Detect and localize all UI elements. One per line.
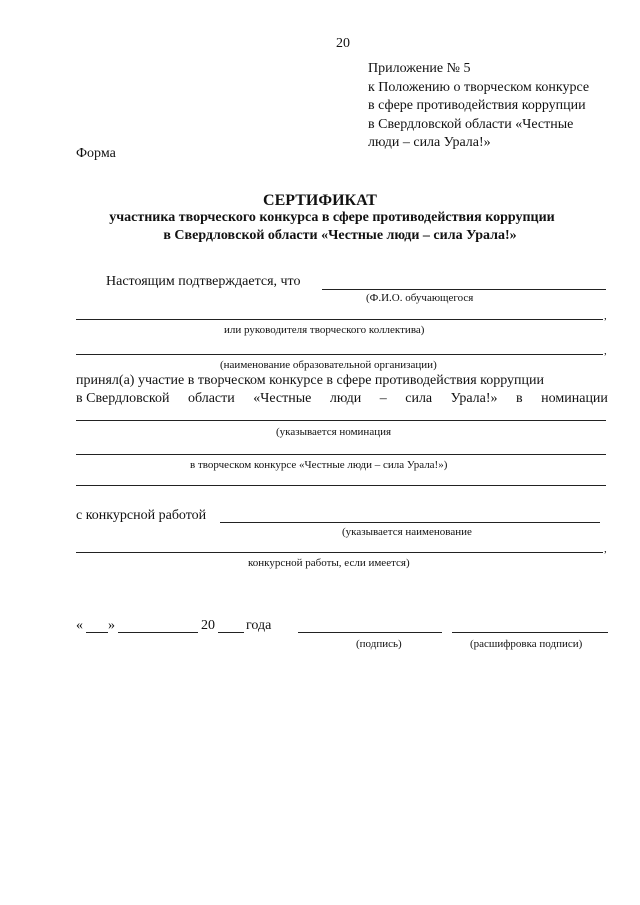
form-label: Форма bbox=[76, 146, 116, 161]
appendix-block bbox=[368, 60, 589, 153]
page-number: 20 bbox=[336, 36, 350, 51]
took-part-line-2 bbox=[76, 391, 608, 407]
organization-line[interactable] bbox=[76, 354, 603, 355]
hint-fio: (Ф.И.О. обучающегося bbox=[366, 292, 474, 304]
work-label: с конкурсной работой bbox=[76, 508, 207, 523]
work-line[interactable] bbox=[220, 522, 600, 523]
certificate-subtitle-2: в Свердловской области «Честные люди – сила Урала!» bbox=[163, 228, 517, 243]
appendix-line: Приложение № 5 bbox=[368, 61, 471, 76]
day-line[interactable] bbox=[86, 632, 108, 633]
appendix-line: люди – сила Урала!» bbox=[368, 135, 491, 150]
took-part-word: «Честные bbox=[253, 391, 312, 406]
took-part-word: люди bbox=[329, 391, 362, 406]
nomination-line[interactable] bbox=[76, 420, 606, 421]
quote-open: « bbox=[76, 618, 83, 633]
contest-line[interactable] bbox=[76, 454, 606, 455]
comma: , bbox=[604, 345, 607, 357]
hint-organization: (наименование образовательной организации) bbox=[220, 359, 437, 371]
quote-close: » bbox=[108, 618, 115, 633]
certificate-title: СЕРТИФИКАТ bbox=[263, 192, 377, 209]
confirm-text: Настоящим подтверждается, что bbox=[106, 274, 301, 289]
hint-nomination: (указывается номинация bbox=[276, 426, 392, 438]
took-part-word: сила bbox=[405, 391, 433, 406]
year-prefix: 20 bbox=[201, 618, 215, 633]
signature-line[interactable] bbox=[298, 632, 442, 633]
hint-contest: в творческом конкурсе «Честные люди – сила Урала!») bbox=[190, 459, 448, 471]
took-part-word: – bbox=[379, 391, 387, 406]
hint-signature: (подпись) bbox=[356, 638, 402, 650]
leader-line[interactable] bbox=[76, 319, 603, 320]
year-line[interactable] bbox=[218, 632, 244, 633]
certificate-subtitle-1: участника творческого конкурса в сфере противодействия коррупции bbox=[109, 210, 555, 225]
hint-work-2: конкурсной работы, если имеется) bbox=[248, 557, 410, 569]
appendix-line: в сфере противодействия коррупции bbox=[368, 98, 586, 113]
comma: , bbox=[604, 310, 607, 322]
extra-line[interactable] bbox=[76, 485, 606, 486]
year-suffix: года bbox=[246, 618, 272, 633]
appendix-line: в Свердловской области «Честные bbox=[368, 116, 574, 132]
took-part-word: номинации bbox=[541, 391, 608, 406]
took-part-word: Урала!» bbox=[450, 391, 498, 406]
comma: , bbox=[604, 543, 607, 555]
took-part-word: области bbox=[187, 391, 235, 406]
fio-line[interactable] bbox=[322, 289, 606, 290]
hint-work: (указывается наименование bbox=[342, 526, 472, 538]
month-line[interactable] bbox=[118, 632, 198, 633]
hint-signature-decode: (расшифровка подписи) bbox=[470, 638, 583, 650]
hint-leader: или руководителя творческого коллектива) bbox=[224, 324, 425, 336]
signature-decode-line[interactable] bbox=[452, 632, 608, 633]
work-line-2[interactable] bbox=[76, 552, 603, 553]
appendix-line: к Положению о творческом конкурсе bbox=[368, 79, 590, 95]
took-part-word: в bbox=[516, 391, 523, 406]
took-part-line-1: принял(а) участие в творческом конкурсе в сфере противодействия коррупции bbox=[76, 373, 545, 388]
took-part-word: в Свердловской bbox=[76, 391, 170, 406]
